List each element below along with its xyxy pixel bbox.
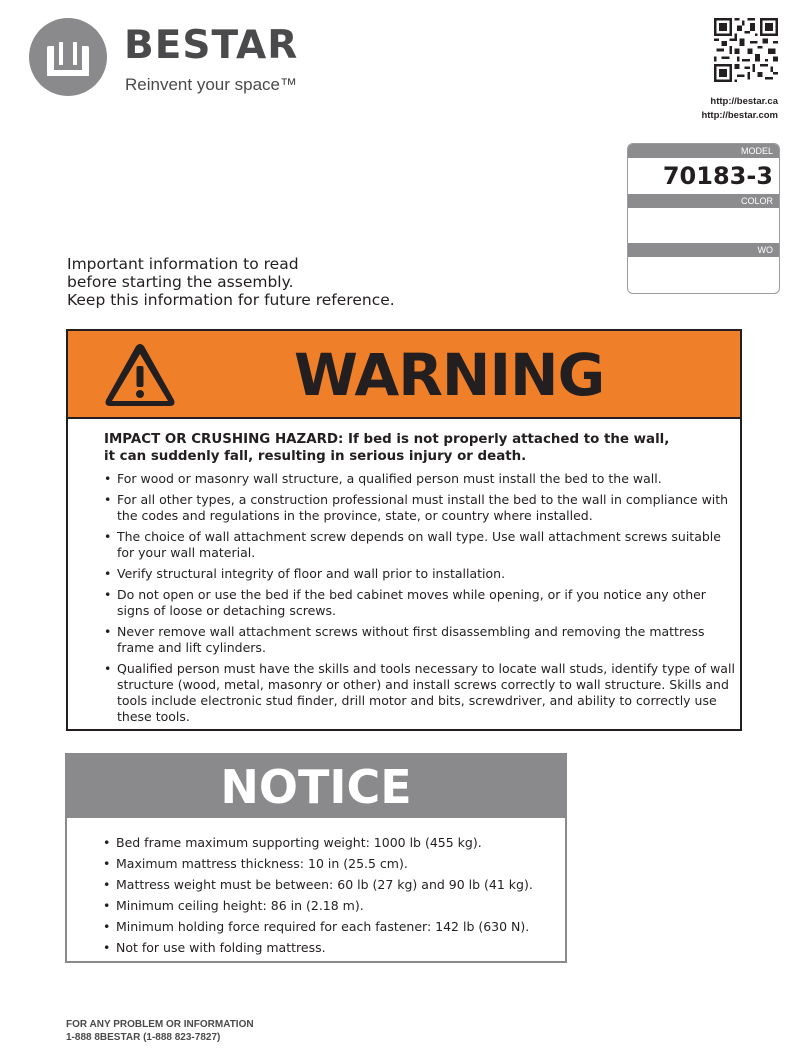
warning-item: • For all other types, a construction professional must install the bed to the wall in compliance with the codes and regulations in the province, state, or country where installed. xyxy=(104,492,740,524)
url-ca[interactable]: http://bestar.ca xyxy=(710,96,778,107)
footer-line: FOR ANY PROBLEM OR INFORMATION xyxy=(66,1019,254,1030)
hazard-statement xyxy=(104,431,740,465)
url-com[interactable]: http://bestar.com xyxy=(701,110,778,121)
bestar-logo-icon xyxy=(29,18,107,96)
warning-item: • Qualified person must have the skills and tools necessary to locate wall studs, identify type of wall structure (wood, metal, masonry or other) and install screws correctly to wall structure. Skills and tools include electronic stud finder, drill motor and bits, screwdriver, and ability to correctly use these tools. xyxy=(104,661,740,725)
brand-name: BESTAR xyxy=(124,23,299,68)
footer-contact xyxy=(66,1018,254,1044)
warning-item: • Do not open or use the bed if the bed cabinet moves while opening, or if you notice any other signs of loose or detaching screws. xyxy=(104,587,740,619)
notice-banner xyxy=(67,755,565,818)
notice-title: NOTICE xyxy=(220,760,412,814)
intro-line: before starting the assembly. xyxy=(67,273,294,291)
intro-text xyxy=(67,255,395,309)
website-urls xyxy=(701,95,778,123)
warning-box xyxy=(66,329,742,731)
model-number: 70183-3 xyxy=(662,162,773,190)
notice-list xyxy=(103,835,553,961)
notice-box xyxy=(65,753,567,963)
warning-title: WARNING xyxy=(294,341,605,409)
notice-item: • Minimum holding force required for each fastener: 142 lb (630 N). xyxy=(103,919,553,935)
notice-item: • Not for use with folding mattress. xyxy=(103,940,553,956)
warning-item: • The choice of wall attachment screw depends on wall type. Use wall attachment screws suitable for your wall material. xyxy=(104,529,740,561)
notice-item: • Maximum mattress thickness: 10 in (25.5 cm). xyxy=(103,856,553,872)
warning-body xyxy=(104,431,740,730)
hazard-line: IMPACT OR CRUSHING HAZARD: If bed is not properly attached to the wall, xyxy=(104,432,670,447)
wo-label: WO xyxy=(628,243,779,257)
notice-item: • Mattress weight must be between: 60 lb (27 kg) and 90 lb (41 kg). xyxy=(103,877,553,893)
color-label: COLOR xyxy=(628,194,779,208)
brand-tagline: Reinvent your space™ xyxy=(125,75,297,94)
warning-item: • For wood or masonry wall structure, a qualified person must install the bed to the wall. xyxy=(104,471,740,487)
warning-item: • Verify structural integrity of floor and wall prior to installation. xyxy=(104,566,740,582)
color-value xyxy=(628,208,779,243)
footer-phone: 1-888 8BESTAR (1-888 823-7827) xyxy=(66,1032,221,1043)
model-info-box xyxy=(627,143,780,294)
notice-item: • Minimum ceiling height: 86 in (2.18 m). xyxy=(103,898,553,914)
notice-item: • Bed frame maximum supporting weight: 1000 lb (455 kg). xyxy=(103,835,553,851)
warning-item: • Never remove wall attachment screws without first disassembling and removing the mattress frame and lift cylinders. xyxy=(104,624,740,656)
warning-triangle-icon xyxy=(104,340,176,410)
intro-line: Keep this information for future reference. xyxy=(67,291,395,309)
intro-line: Important information to read xyxy=(67,255,299,273)
wo-value xyxy=(628,257,779,292)
warning-list xyxy=(104,471,740,725)
model-label: MODEL xyxy=(628,144,779,158)
qr-code-icon[interactable] xyxy=(714,18,778,82)
hazard-line: it can suddenly fall, resulting in serious injury or death. xyxy=(104,449,527,464)
warning-banner xyxy=(68,331,740,419)
